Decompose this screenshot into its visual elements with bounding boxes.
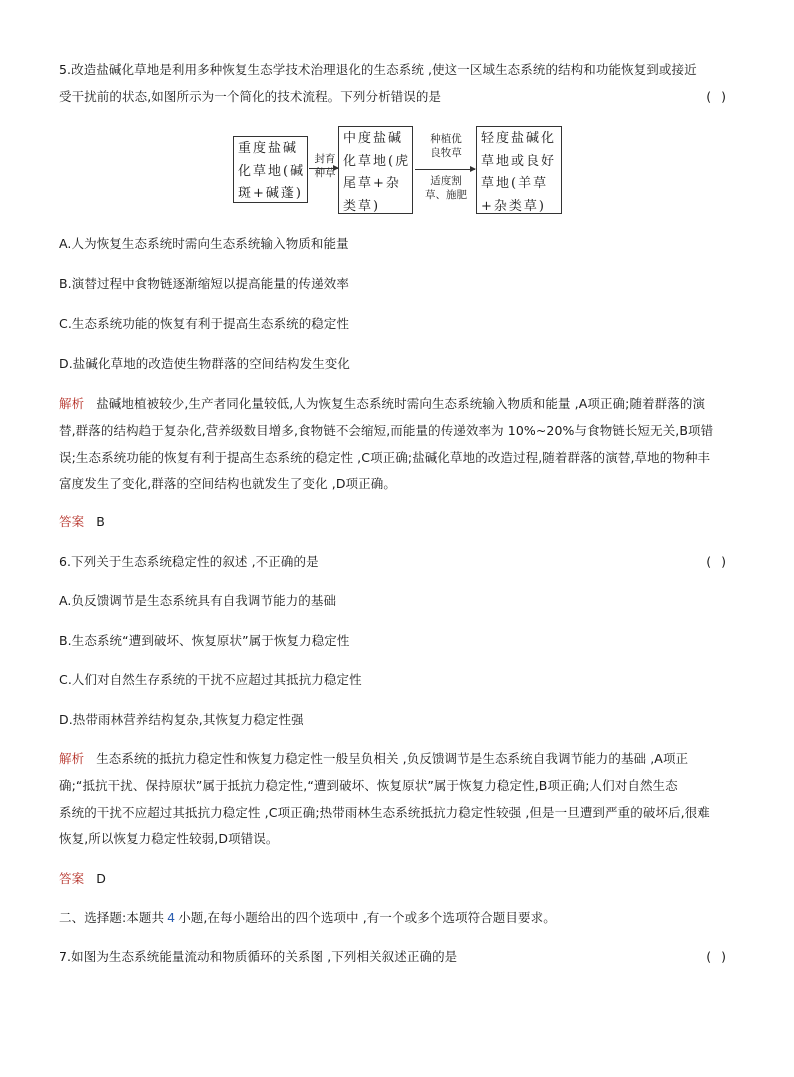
- section2-pre: 二、选择题:本题共: [59, 910, 165, 925]
- analysis-label: 解析: [59, 396, 85, 411]
- arrow2-top-line: 良牧草: [430, 147, 462, 159]
- q6-option-a: A.负反馈调节是生态系统具有自我调节能力的基础: [59, 593, 337, 608]
- q6-option-c: C.人们对自然生存系统的干扰不应超过其抵抗力稳定性: [59, 672, 362, 687]
- q6-analysis-line3: 系统的干扰不应超过其抵抗力稳定性 ,C项正确;热带雨林生态系统抵抗力稳定性较强 ,但是一旦遭到严重的破坏后,很难: [59, 805, 710, 820]
- box-mild-line: +杂类草): [481, 198, 546, 214]
- q5-stem-line1: 5.改造盐碱化草地是利用多种恢复生态学技术治理退化的生态系统 ,使这一区域生态系统的结构和功能恢复到或接近: [59, 62, 697, 77]
- q7-stem: 7.如图为生态系统能量流动和物质循环的关系图 ,下列相关叙述正确的是: [59, 949, 458, 964]
- diagram-arrow2: [415, 169, 475, 170]
- box-mild-line: 草地(羊草: [481, 176, 549, 191]
- box-moderate-line: 类草): [343, 198, 381, 214]
- q5-option-b: B.演替过程中食物链逐渐缩短以提高能量的传递效率: [59, 276, 349, 291]
- q6-analysis-line4: 恢复,所以恢复力稳定性较弱,D项错误。: [59, 831, 279, 846]
- arrow2-bottom-line: 适度割: [430, 175, 462, 187]
- q6-analysis-line2: 确;“抵抗干扰、保持原状”属于抵抗力稳定性,“遭到破坏、恢复原状”属于恢复力稳定性,B项正确;人们对自然生态: [59, 778, 678, 793]
- q6-option-d: D.热带雨林营养结构复杂,其恢复力稳定性强: [59, 712, 304, 727]
- box-moderate-line: 中度盐碱: [343, 131, 404, 146]
- analysis-text: 盐碱地植被较少,生产者同化量较低,人为恢复生态系统时需向生态系统输入物质和能量 ,A项正确;随着群落的演: [96, 396, 706, 411]
- diagram-box-mild: [476, 126, 562, 214]
- box-moderate-line: 尾草+杂: [343, 176, 401, 191]
- q6-option-b: B.生态系统“遭到破坏、恢复原状”属于恢复力稳定性: [59, 633, 350, 648]
- q5-analysis-line2: 替,群落的结构趋于复杂化,营养级数目增多,食物链不会缩短,而能量的传递效率为 10%~20%与食物链长短无关,B项错: [59, 423, 714, 438]
- q7-answer-paren: (): [706, 949, 736, 964]
- arrow1-label-line: 封育: [314, 153, 336, 165]
- q5-answer-paren: (): [706, 89, 736, 104]
- arrow2-bottom-line: 草、施肥: [425, 189, 467, 201]
- diagram-box-moderate: [338, 126, 413, 214]
- answer-label: 答案: [59, 514, 85, 529]
- diagram-arrow2-bottom-label: [415, 174, 477, 202]
- analysis-text: 生态系统的抵抗力稳定性和恢复力稳定性一般呈负相关 ,负反馈调节是生态系统自我调节能力的基础 ,A项正: [96, 751, 689, 766]
- arrow2-top-line: 种植优: [430, 133, 462, 145]
- q5-analysis-line1: [59, 396, 705, 412]
- box-moderate-line: 化草地(虎: [343, 153, 411, 169]
- box-severe-line: 重度盐碱: [238, 141, 299, 156]
- arrow1-label-line: 种草: [314, 167, 336, 179]
- section2-count: 4: [167, 910, 176, 925]
- diagram-arrow2-top-label: [415, 132, 477, 160]
- analysis-label: 解析: [59, 751, 85, 766]
- diagram-arrow1: [309, 168, 338, 169]
- section2-heading: [59, 910, 556, 926]
- q5-stem-line2: 受干扰前的状态,如图所示为一个简化的技术流程。下列分析错误的是: [59, 89, 442, 104]
- q5-option-c: C.生态系统功能的恢复有利于提高生态系统的稳定性: [59, 316, 350, 331]
- q5-flow-diagram: [233, 126, 563, 216]
- answer-label: 答案: [59, 871, 85, 886]
- box-mild-line: 轻度盐碱化: [481, 131, 557, 146]
- q6-answer: [59, 871, 106, 887]
- section2-post: 小题,在每小题给出的四个选项中 ,有一个或多个选项符合题目要求。: [178, 910, 556, 925]
- q6-analysis-line1: [59, 751, 688, 767]
- q5-analysis-line3: 误;生态系统功能的恢复有利于提高生态系统的稳定性 ,C项正确;盐碱化草地的改造过程,随着群落的演替,草地的物种丰: [59, 450, 711, 465]
- box-severe-line: 斑+碱蓬): [238, 186, 303, 201]
- q6-answer-paren: (): [706, 554, 736, 569]
- q5-option-a: A.人为恢复生态系统时需向生态系统输入物质和能量: [59, 236, 349, 251]
- box-mild-line: 草地或良好: [481, 153, 557, 169]
- diagram-box-severe: [233, 136, 308, 203]
- q5-option-d: D.盐碱化草地的改造使生物群落的空间结构发生变化: [59, 356, 350, 371]
- answer-value: D: [96, 871, 106, 886]
- q6-stem: 6.下列关于生态系统稳定性的叙述 ,不正确的是: [59, 554, 319, 569]
- q5-answer: [59, 514, 105, 530]
- answer-value: B: [96, 514, 105, 529]
- box-severe-line: 化草地(碱: [238, 163, 306, 179]
- q5-analysis-line4: 富度发生了变化,群落的空间结构也就发生了变化 ,D项正确。: [59, 476, 396, 491]
